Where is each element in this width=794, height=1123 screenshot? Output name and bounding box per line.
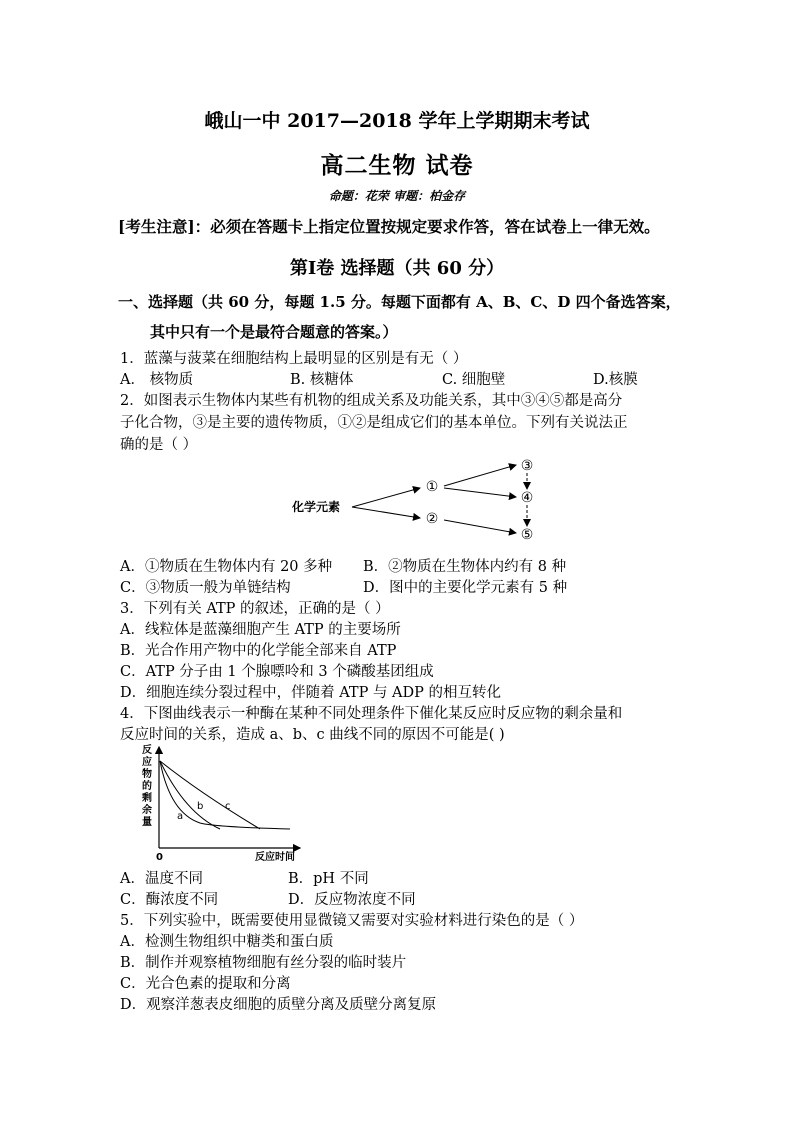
curve-c-label: c [225, 801, 231, 812]
q1-option-b: B. 核糖体 [290, 372, 354, 388]
q3-option-c: C．ATP 分子由 1 个腺嘌呤和 3 个磷酸基团组成 [120, 664, 434, 680]
q3-option-b: B．光合作用产物中的化学能全部来自 ATP [120, 643, 397, 659]
q3-option-d: D．细胞连续分裂过程中，伴随着 ATP 与 ADP 的相互转化 [120, 685, 502, 701]
q3-option-a: A．线粒体是蓝藻细胞产生 ATP 的主要场所 [120, 622, 401, 638]
arrow-source-to-1 [352, 488, 420, 507]
graph-x-label: 反应时间 [255, 852, 295, 863]
q5-option-c: C．光合色素的提取和分离 [120, 976, 291, 992]
diagram-node-5: ⑤ [520, 527, 534, 543]
q2-option-d: D．图中的主要化学元素有 5 种 [363, 580, 568, 596]
exam-subtitle: 高二生物 试卷 [320, 152, 474, 179]
diagram-node-4: ④ [520, 490, 534, 506]
q5-option-a: A．检测生物组织中糖类和蛋白质 [120, 934, 334, 950]
q1-option-c: C. 细胞壁 [442, 372, 506, 388]
exam-notice: [考生注意]：必须在答题卡上指定位置按规定要求作答，答在试卷上一律无效。 [118, 217, 660, 236]
q2-stem-line1: 2．如图表示生物体内某些有机物的组成关系及功能关系，其中③④⑤都是高分 [120, 393, 623, 409]
q1-option-a: A． 核物质 [120, 372, 194, 388]
q2-stem-line3: 确的是（ ） [120, 437, 198, 453]
q1-option-d: D.核膜 [593, 372, 638, 388]
section-instruction-line1: 一、选择题（共 60 分，每题 1.5 分。每题下面都有 A、B、C、D 四个备选答案， [118, 293, 681, 311]
arrow-1-to-3 [444, 465, 516, 486]
curve-a-label: a [177, 811, 184, 822]
q2-option-a: A．①物质在生物体内有 20 多种 [120, 559, 333, 575]
diagram-source-label: 化学元素 [292, 500, 341, 514]
svg-text:物: 物 [142, 769, 152, 780]
section-instruction-line2: 其中只有一个是最符合题意的答案。） [150, 323, 398, 341]
q4-option-d: D．反应物浓度不同 [288, 892, 416, 908]
q5-stem: 5．下列实验中，既需要使用显微镜又需要对实验材料进行染色的是（ ） [120, 913, 584, 929]
q4-stem-line1: 4．下图曲线表示一种酶在某种不同处理条件下催化某反应时反应物的剩余量和 [120, 706, 623, 722]
curve-c [160, 761, 260, 829]
q3-stem: 3．下列有关 ATP 的叙述，正确的是（ ） [120, 601, 390, 617]
q5-option-b: B．制作并观察植物细胞有丝分裂的临时装片 [120, 955, 407, 971]
arrow-source-to-2 [352, 507, 420, 518]
section-title: 第Ⅰ卷 选择题（共 60 分） [289, 258, 505, 279]
q2-option-b: B．②物质在生物体内约有 8 种 [363, 559, 567, 575]
arrow-1-to-4 [444, 488, 516, 497]
q4-option-c: C．酶浓度不同 [120, 892, 219, 908]
diagram-node-2: ② [425, 511, 439, 527]
diagram-node-3: ③ [520, 458, 534, 474]
svg-text:量: 量 [142, 817, 152, 828]
svg-text:反: 反 [142, 745, 152, 756]
q2-stem-line2: 子化合物，③是主要的遗传物质，①②是组成它们的基本单位。下列有关说法正 [120, 415, 628, 431]
diagram-node-1: ① [425, 479, 439, 495]
q4-option-a: A．温度不同 [120, 871, 203, 887]
curve-b [160, 761, 220, 829]
q5-option-d: D．观察洋葱表皮细胞的质壁分离及质壁分离复原 [120, 997, 437, 1013]
arrow-2-to-5 [444, 520, 516, 533]
svg-text:的: 的 [142, 781, 152, 792]
composition-diagram [280, 455, 560, 550]
graph-y-label [142, 743, 152, 828]
exam-authors: 命题：花荣 审题：柏金存 [328, 189, 466, 203]
svg-text:应: 应 [142, 757, 152, 768]
svg-text:剩: 剩 [142, 793, 152, 804]
reaction-graph [140, 743, 310, 865]
q4-stem-line2: 反应时间的关系，造成 a、b、c 曲线不同的原因不可能是( ) [120, 727, 505, 743]
q2-option-c: C．③物质一般为单链结构 [120, 580, 291, 596]
graph-origin: 0 [156, 852, 163, 863]
q1-stem: 1．蓝藻与菠菜在细胞结构上最明显的区别是有无（ ） [120, 351, 468, 367]
q4-option-b: B．pH 不同 [288, 871, 369, 887]
exam-title: 峨山一中 2017—2018 学年上学期期末考试 [204, 110, 590, 132]
curve-b-label: b [197, 801, 204, 812]
svg-text:余: 余 [142, 805, 152, 816]
